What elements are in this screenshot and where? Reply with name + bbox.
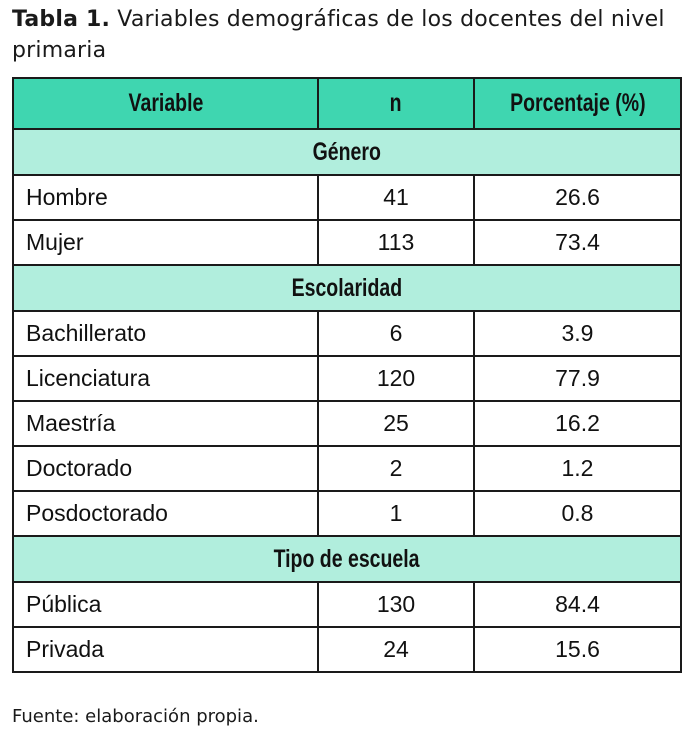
cell-percentage: 3.9 bbox=[474, 311, 681, 356]
table-caption-text: Variables demográficas de los docentes del nivel primaria bbox=[12, 7, 665, 63]
table-row bbox=[13, 627, 681, 672]
table-caption bbox=[12, 4, 677, 66]
cell-percentage: 73.4 bbox=[474, 220, 681, 265]
cell-percentage: 84.4 bbox=[474, 582, 681, 627]
table-row bbox=[13, 582, 681, 627]
cell-variable: Doctorado bbox=[13, 446, 318, 491]
cell-n: 2 bbox=[318, 446, 474, 491]
header-variable: Variable bbox=[13, 78, 318, 129]
table-row bbox=[13, 491, 681, 536]
cell-n: 24 bbox=[318, 627, 474, 672]
cell-n: 113 bbox=[318, 220, 474, 265]
cell-n: 1 bbox=[318, 491, 474, 536]
table-row bbox=[13, 311, 681, 356]
table-source-note: Fuente: elaboración propia. bbox=[12, 706, 259, 727]
group-row-genero bbox=[13, 129, 681, 175]
cell-variable: Pública bbox=[13, 582, 318, 627]
group-row-tipo-escuela bbox=[13, 536, 681, 582]
cell-percentage: 26.6 bbox=[474, 175, 681, 220]
table-row bbox=[13, 401, 681, 446]
group-title: Género bbox=[13, 129, 681, 175]
cell-variable: Mujer bbox=[13, 220, 318, 265]
group-title: Tipo de escuela bbox=[13, 536, 681, 582]
cell-percentage: 0.8 bbox=[474, 491, 681, 536]
table-row bbox=[13, 175, 681, 220]
cell-variable: Maestría bbox=[13, 401, 318, 446]
cell-variable: Privada bbox=[13, 627, 318, 672]
table-caption-label: Tabla 1. bbox=[12, 7, 111, 32]
table-row bbox=[13, 220, 681, 265]
table-row bbox=[13, 446, 681, 491]
cell-n: 41 bbox=[318, 175, 474, 220]
cell-n: 6 bbox=[318, 311, 474, 356]
cell-percentage: 15.6 bbox=[474, 627, 681, 672]
cell-variable: Bachillerato bbox=[13, 311, 318, 356]
cell-percentage: 1.2 bbox=[474, 446, 681, 491]
demographics-table bbox=[12, 77, 682, 673]
header-n: n bbox=[318, 78, 474, 129]
group-row-escolaridad bbox=[13, 265, 681, 311]
cell-percentage: 77.9 bbox=[474, 356, 681, 401]
cell-variable: Hombre bbox=[13, 175, 318, 220]
cell-variable: Posdoctorado bbox=[13, 491, 318, 536]
cell-n: 25 bbox=[318, 401, 474, 446]
table-row bbox=[13, 356, 681, 401]
cell-percentage: 16.2 bbox=[474, 401, 681, 446]
cell-n: 130 bbox=[318, 582, 474, 627]
group-title: Escolaridad bbox=[13, 265, 681, 311]
cell-variable: Licenciatura bbox=[13, 356, 318, 401]
cell-n: 120 bbox=[318, 356, 474, 401]
header-percentage: Porcentaje (%) bbox=[474, 78, 681, 129]
header-row bbox=[13, 78, 681, 129]
